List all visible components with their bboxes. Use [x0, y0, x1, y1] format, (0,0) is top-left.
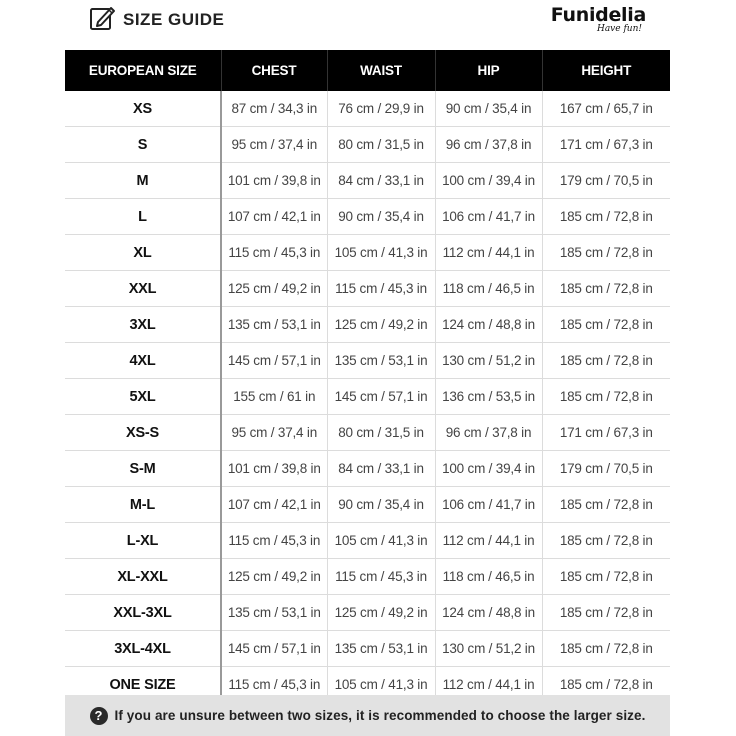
hip-cell: 96 cm / 37,8 in: [435, 415, 542, 451]
waist-cell: 90 cm / 35,4 in: [327, 199, 435, 235]
table-row: [65, 595, 670, 631]
height-cell: 167 cm / 65,7 in: [542, 91, 670, 127]
table-body: [65, 91, 670, 703]
waist-cell: 115 cm / 45,3 in: [327, 559, 435, 595]
size-guide-header: [65, 0, 670, 50]
brand-logo: [551, 3, 646, 34]
column-header-chest: CHEST: [221, 50, 327, 91]
height-cell: 179 cm / 70,5 in: [542, 451, 670, 487]
hip-cell: 112 cm / 44,1 in: [435, 667, 542, 703]
table-row: [65, 199, 670, 235]
size-cell: L: [65, 199, 221, 235]
size-cell: M-L: [65, 487, 221, 523]
brand-name: Funidelia: [550, 4, 646, 26]
hip-cell: 130 cm / 51,2 in: [435, 631, 542, 667]
table-row: [65, 379, 670, 415]
chest-cell: 115 cm / 45,3 in: [221, 667, 327, 703]
chest-cell: 145 cm / 57,1 in: [221, 343, 327, 379]
hip-cell: 112 cm / 44,1 in: [435, 523, 542, 559]
table-row: [65, 163, 670, 199]
table-row: [65, 271, 670, 307]
hip-cell: 100 cm / 39,4 in: [435, 163, 542, 199]
waist-cell: 76 cm / 29,9 in: [327, 91, 435, 127]
table-row: [65, 91, 670, 127]
size-chart-table: [65, 50, 670, 703]
height-cell: 185 cm / 72,8 in: [542, 631, 670, 667]
chest-cell: 125 cm / 49,2 in: [221, 559, 327, 595]
chest-cell: 155 cm / 61 in: [221, 379, 327, 415]
hip-cell: 124 cm / 48,8 in: [435, 595, 542, 631]
chest-cell: 101 cm / 39,8 in: [221, 451, 327, 487]
hip-cell: 106 cm / 41,7 in: [435, 487, 542, 523]
hip-cell: 118 cm / 46,5 in: [435, 271, 542, 307]
height-cell: 185 cm / 72,8 in: [542, 271, 670, 307]
hip-cell: 106 cm / 41,7 in: [435, 199, 542, 235]
waist-cell: 135 cm / 53,1 in: [327, 631, 435, 667]
size-cell: 4XL: [65, 343, 221, 379]
height-cell: 185 cm / 72,8 in: [542, 307, 670, 343]
hip-cell: 124 cm / 48,8 in: [435, 307, 542, 343]
chest-cell: 101 cm / 39,8 in: [221, 163, 327, 199]
hip-cell: 100 cm / 39,4 in: [435, 451, 542, 487]
help-icon: ?: [90, 707, 108, 725]
height-cell: 185 cm / 72,8 in: [542, 667, 670, 703]
waist-cell: 145 cm / 57,1 in: [327, 379, 435, 415]
height-cell: 185 cm / 72,8 in: [542, 379, 670, 415]
waist-cell: 105 cm / 41,3 in: [327, 523, 435, 559]
hip-cell: 90 cm / 35,4 in: [435, 91, 542, 127]
column-header-height: HEIGHT: [542, 50, 670, 91]
hip-cell: 136 cm / 53,5 in: [435, 379, 542, 415]
height-cell: 185 cm / 72,8 in: [542, 595, 670, 631]
column-header-waist: WAIST: [327, 50, 435, 91]
chest-cell: 145 cm / 57,1 in: [221, 631, 327, 667]
size-cell: XS-S: [65, 415, 221, 451]
chest-cell: 125 cm / 49,2 in: [221, 271, 327, 307]
waist-cell: 90 cm / 35,4 in: [327, 487, 435, 523]
size-cell: M: [65, 163, 221, 199]
size-advice-note: [65, 695, 670, 736]
table-row: [65, 343, 670, 379]
height-cell: 185 cm / 72,8 in: [542, 487, 670, 523]
size-cell: 5XL: [65, 379, 221, 415]
table-row: [65, 415, 670, 451]
waist-cell: 84 cm / 33,1 in: [327, 451, 435, 487]
hip-cell: 96 cm / 37,8 in: [435, 127, 542, 163]
height-cell: 185 cm / 72,8 in: [542, 559, 670, 595]
size-cell: XS: [65, 91, 221, 127]
waist-cell: 80 cm / 31,5 in: [327, 127, 435, 163]
brand-tagline: Have fun!: [596, 24, 642, 34]
waist-cell: 84 cm / 33,1 in: [327, 163, 435, 199]
page-title: SIZE GUIDE: [123, 10, 225, 29]
chest-cell: 107 cm / 42,1 in: [221, 199, 327, 235]
table-row: [65, 559, 670, 595]
chest-cell: 95 cm / 37,4 in: [221, 127, 327, 163]
height-cell: 171 cm / 67,3 in: [542, 127, 670, 163]
chest-cell: 95 cm / 37,4 in: [221, 415, 327, 451]
hip-cell: 118 cm / 46,5 in: [435, 559, 542, 595]
chest-cell: 135 cm / 53,1 in: [221, 307, 327, 343]
hip-cell: 112 cm / 44,1 in: [435, 235, 542, 271]
height-cell: 185 cm / 72,8 in: [542, 199, 670, 235]
height-cell: 185 cm / 72,8 in: [542, 235, 670, 271]
size-cell: XL-XXL: [65, 559, 221, 595]
chest-cell: 115 cm / 45,3 in: [221, 523, 327, 559]
waist-cell: 125 cm / 49,2 in: [327, 307, 435, 343]
table-row: [65, 451, 670, 487]
ruler-pencil-icon: [89, 4, 117, 32]
column-header-hip: HIP: [435, 50, 542, 91]
height-cell: 185 cm / 72,8 in: [542, 523, 670, 559]
size-cell: S: [65, 127, 221, 163]
size-cell: ONE SIZE: [65, 667, 221, 703]
waist-cell: 115 cm / 45,3 in: [327, 271, 435, 307]
waist-cell: 105 cm / 41,3 in: [327, 235, 435, 271]
hip-cell: 130 cm / 51,2 in: [435, 343, 542, 379]
waist-cell: 80 cm / 31,5 in: [327, 415, 435, 451]
size-cell: S-M: [65, 451, 221, 487]
size-cell: 3XL: [65, 307, 221, 343]
column-header-european-size: EUROPEAN SIZE: [65, 50, 221, 91]
chest-cell: 107 cm / 42,1 in: [221, 487, 327, 523]
table-row: [65, 235, 670, 271]
size-cell: XXL-3XL: [65, 595, 221, 631]
table-row: [65, 487, 670, 523]
size-cell: 3XL-4XL: [65, 631, 221, 667]
waist-cell: 135 cm / 53,1 in: [327, 343, 435, 379]
size-cell: L-XL: [65, 523, 221, 559]
chest-cell: 135 cm / 53,1 in: [221, 595, 327, 631]
waist-cell: 105 cm / 41,3 in: [327, 667, 435, 703]
height-cell: 185 cm / 72,8 in: [542, 343, 670, 379]
table-row: [65, 523, 670, 559]
height-cell: 171 cm / 67,3 in: [542, 415, 670, 451]
chest-cell: 87 cm / 34,3 in: [221, 91, 327, 127]
waist-cell: 125 cm / 49,2 in: [327, 595, 435, 631]
size-cell: XXL: [65, 271, 221, 307]
table-header-row: [65, 50, 670, 91]
chest-cell: 115 cm / 45,3 in: [221, 235, 327, 271]
table-row: [65, 631, 670, 667]
table-row: [65, 127, 670, 163]
size-advice-text: If you are unsure between two sizes, it is recommended to choose the larger size.: [114, 708, 646, 723]
table-row: [65, 307, 670, 343]
height-cell: 179 cm / 70,5 in: [542, 163, 670, 199]
size-cell: XL: [65, 235, 221, 271]
